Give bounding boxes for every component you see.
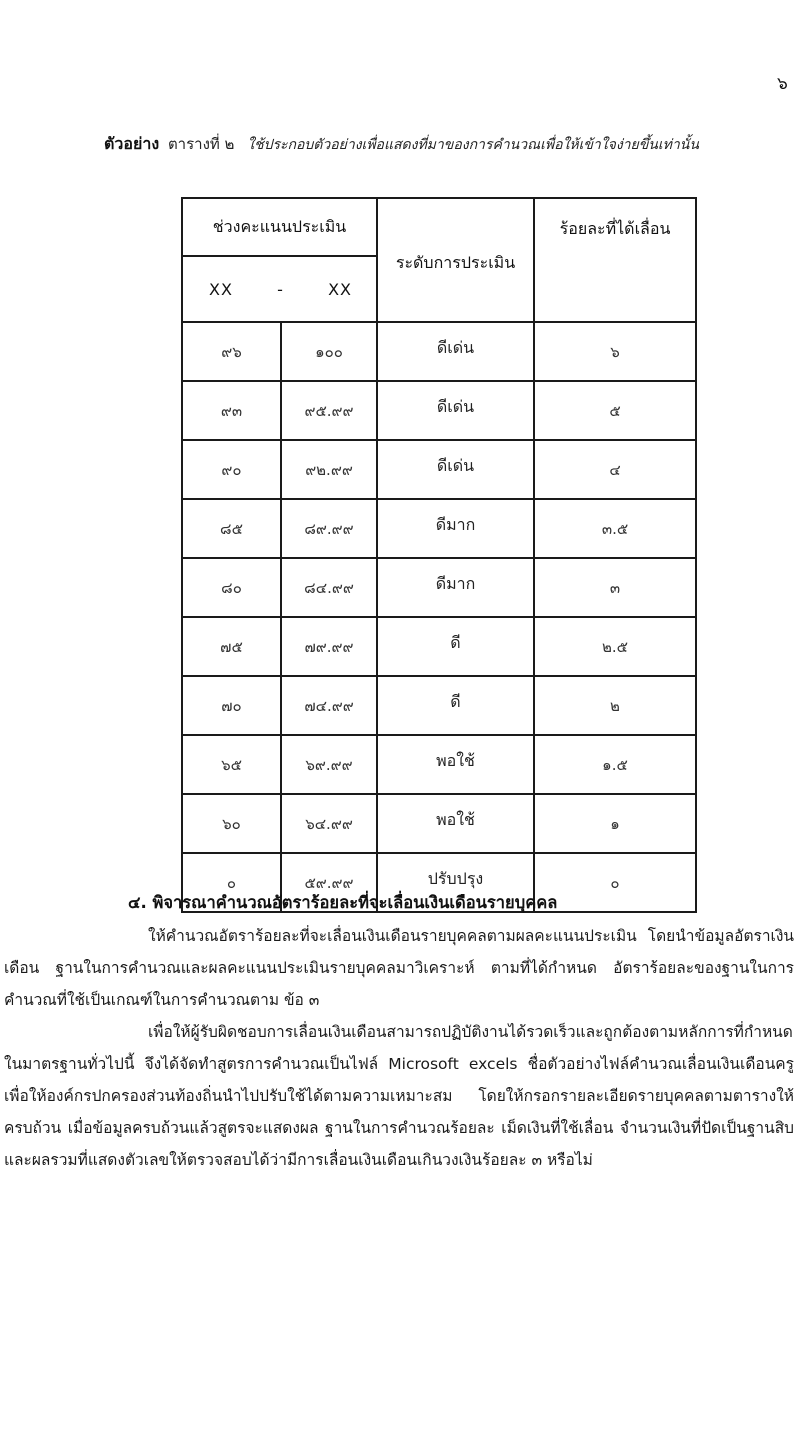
- cell-level: ดีเด่น: [377, 381, 534, 440]
- table-row: [182, 558, 696, 617]
- cell-level: ดี: [377, 617, 534, 676]
- header-score-range: ช่วงคะแนนประเมิน: [182, 198, 377, 256]
- cell-to: ๙๕.๙๙: [281, 381, 377, 440]
- range-from-placeholder: XX: [209, 279, 233, 299]
- cell-level: พอใช้: [377, 735, 534, 794]
- cell-to: ๕๙.๙๙: [281, 853, 377, 912]
- cell-from: ๗๕: [182, 617, 281, 676]
- cell-to: ๗๔.๙๙: [281, 676, 377, 735]
- table-row: [182, 676, 696, 735]
- cell-level: ปรับปรุง: [377, 853, 534, 912]
- cell-from: ๐: [182, 853, 281, 912]
- table-row: [182, 617, 696, 676]
- cell-percent: ๑: [534, 794, 696, 853]
- section-4-paragraph-1: ให้คำนวณอัตราร้อยละที่จะเลื่อนเงินเดือนรายบุคคลตามผลคะแนนประเมิน โดยนำข้อมูลอัตราเงินเดือน ฐานในการคำนวณและผลคะแนนประเมินรายบุคคลมาวิเคราะห์ ตามที่ได้กำหนด อัตราร้อยละของฐานในการคำนวณที่ใช้เป็นเกณฑ์ในการคำนวณตาม ข้อ ๓: [4, 927, 794, 1009]
- header-percent: ร้อยละที่ได้เลื่อน: [534, 198, 696, 322]
- range-to-placeholder: XX: [328, 279, 352, 299]
- cell-percent: ๓: [534, 558, 696, 617]
- grade-table: [181, 197, 697, 913]
- cell-level: ดีเด่น: [377, 440, 534, 499]
- cell-level: พอใช้: [377, 794, 534, 853]
- cell-from: ๘๕: [182, 499, 281, 558]
- table-row: [182, 735, 696, 794]
- header-range-placeholder: [182, 256, 377, 322]
- caption-note: ใช้ประกอบตัวอย่างเพื่อแสดงที่มาของการคำนวณเพื่อให้เข้าใจง่ายขึ้นเท่านั้น: [247, 137, 699, 153]
- cell-percent: ๒: [534, 676, 696, 735]
- cell-percent: ๔: [534, 440, 696, 499]
- cell-to: ๖๔.๙๙: [281, 794, 377, 853]
- cell-level: ดีมาก: [377, 499, 534, 558]
- cell-percent: ๓.๕: [534, 499, 696, 558]
- cell-to: ๙๒.๙๙: [281, 440, 377, 499]
- header-level: ระดับการประเมิน: [377, 198, 534, 322]
- page-number: ๖: [777, 74, 788, 94]
- cell-to: ๘๔.๙๙: [281, 558, 377, 617]
- table-row: [182, 381, 696, 440]
- cell-from: ๙๓: [182, 381, 281, 440]
- cell-from: ๙๐: [182, 440, 281, 499]
- cell-percent: ๒.๕: [534, 617, 696, 676]
- table-row: [182, 499, 696, 558]
- cell-level: ดีมาก: [377, 558, 534, 617]
- section-4-heading: ๔. พิจารณาคำนวณอัตราร้อยละที่จะเลื่อนเงินเดือนรายบุคคล: [128, 893, 558, 912]
- table-row: [182, 794, 696, 853]
- caption-label: ตัวอย่าง: [104, 134, 160, 153]
- table-caption: [104, 132, 764, 157]
- cell-level: ดี: [377, 676, 534, 735]
- cell-percent: ๖: [534, 322, 696, 381]
- cell-percent: ๑.๕: [534, 735, 696, 794]
- cell-to: ๘๙.๙๙: [281, 499, 377, 558]
- cell-percent: ๐: [534, 853, 696, 912]
- table-row: [182, 322, 696, 381]
- cell-from: ๙๖: [182, 322, 281, 381]
- cell-to: ๗๙.๙๙: [281, 617, 377, 676]
- cell-to: ๖๙.๙๙: [281, 735, 377, 794]
- cell-from: ๘๐: [182, 558, 281, 617]
- table-row: [182, 440, 696, 499]
- range-dash: -: [277, 279, 284, 299]
- cell-from: ๖๕: [182, 735, 281, 794]
- section-4-paragraph-2: เพื่อให้ผู้รับผิดชอบการเลื่อนเงินเดือนสามารถปฏิบัติงานได้รวดเร็วและถูกต้องตามหลักการที่กำหนดในมาตรฐานทั่วไปนี้ จึงได้จัดทำสูตรการคำนวณเป็นไฟล์ Microsoft excels ชื่อตัวอย่างไฟล์คำนวณเลื่อนเงินเดือนครู เพื่อให้องค์กรปกครองส่วนท้องถิ่นนำไปปรับใช้ได้ตามความเหมาะสม โดยให้กรอกรายละเอียดรายบุคคลตามตารางให้ครบถ้วน เมื่อข้อมูลครบถ้วนแล้วสูตรจะแสดงผล ฐานในการคำนวณร้อยละ เม็ดเงินที่ใช้เลื่อน จำนวนเงินที่ปัดเป็นฐานสิบและผลรวมที่แสดงตัวเลขให้ตรวจสอบได้ว่ามีการเลื่อนเงินเดือนเกินวงเงินร้อยละ ๓ หรือไม่: [4, 1023, 794, 1169]
- cell-percent: ๕: [534, 381, 696, 440]
- cell-level: ดีเด่น: [377, 322, 534, 381]
- cell-to: ๑๐๐: [281, 322, 377, 381]
- caption-table-number: ตารางที่ ๒: [167, 135, 235, 153]
- cell-from: ๗๐: [182, 676, 281, 735]
- cell-from: ๖๐: [182, 794, 281, 853]
